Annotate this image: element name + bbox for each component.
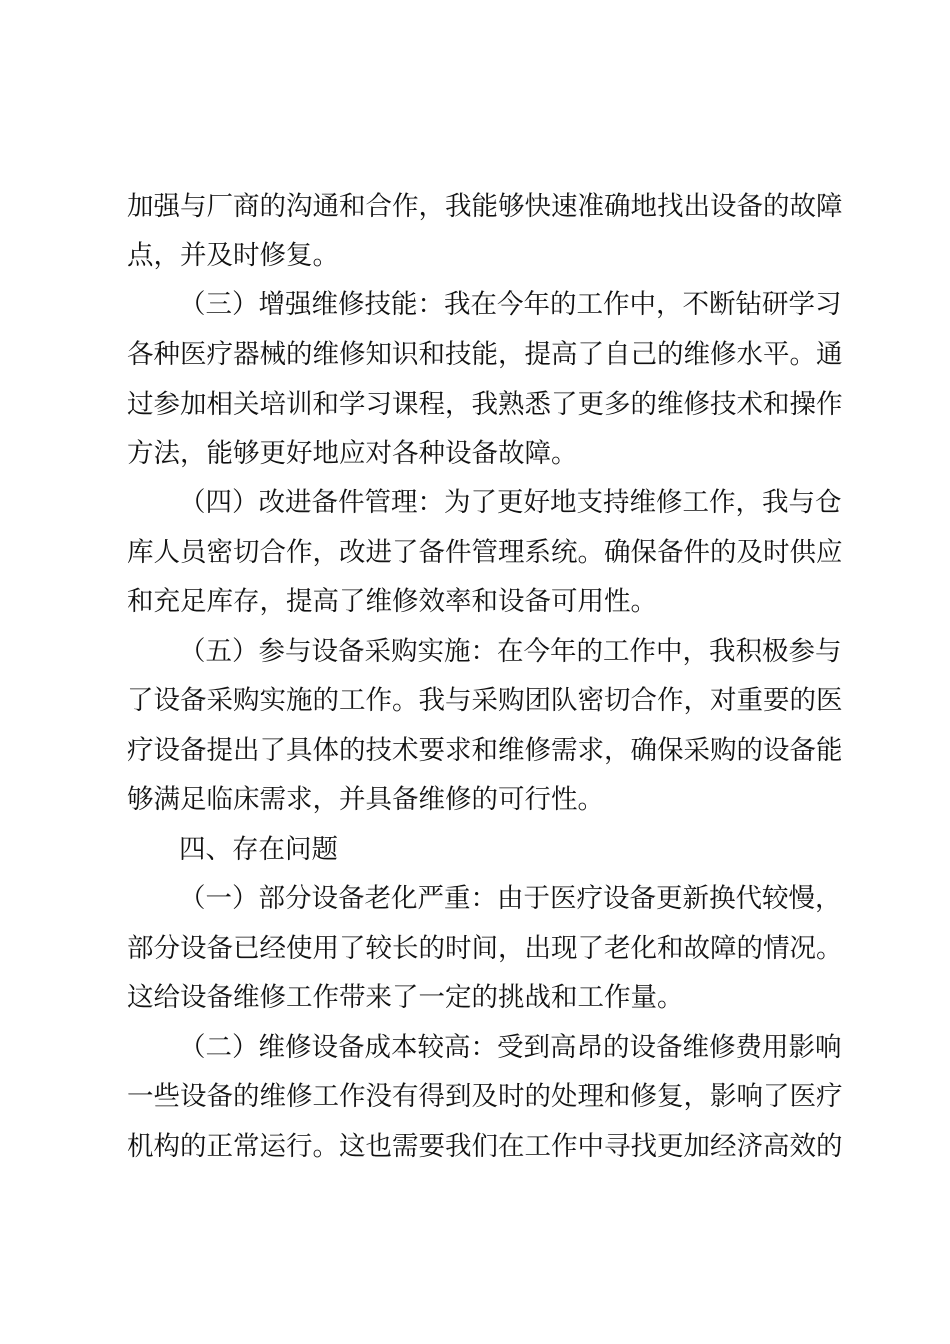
text-line: （二）维修设备成本较高：受到高昂的设备维修费用影响 bbox=[179, 1032, 842, 1063]
text-line: 了设备采购实施的工作。我与采购团队密切合作，对重要的医 bbox=[127, 685, 843, 716]
text-line: 够满足临床需求，并具备维修的可行性。 bbox=[127, 784, 604, 815]
text-line: 加强与厂商的沟通和合作，我能够快速准确地找出设备的故障 bbox=[127, 191, 843, 222]
text-line: 疗设备提出了具体的技术要求和维修需求，确保采购的设备能 bbox=[127, 735, 843, 766]
text-line: 这给设备维修工作带来了一定的挑战和工作量。 bbox=[127, 982, 684, 1013]
text-line: 库人员密切合作，改进了备件管理系统。确保备件的及时供应 bbox=[127, 537, 843, 568]
text-line: （三）增强维修技能：我在今年的工作中，不断钻研学习 bbox=[179, 289, 842, 320]
text-line: 过参加相关培训和学习课程，我熟悉了更多的维修技术和操作 bbox=[127, 389, 843, 420]
section-heading: 四、存在问题 bbox=[179, 834, 338, 865]
text-line: （五）参与设备采购实施：在今年的工作中，我积极参与 bbox=[179, 636, 842, 667]
text-line: 方法，能够更好地应对各种设备故障。 bbox=[127, 438, 578, 469]
text-line: （四）改进备件管理：为了更好地支持维修工作，我与仓 bbox=[179, 487, 842, 518]
text-line: 点，并及时修复。 bbox=[127, 240, 339, 271]
text-line: 部分设备已经使用了较长的时间，出现了老化和故障的情况。 bbox=[127, 933, 843, 964]
text-line: 机构的正常运行。这也需要我们在工作中寻找更加经济高效的 bbox=[127, 1131, 843, 1162]
text-line: 各种医疗器械的维修知识和技能，提高了自己的维修水平。通 bbox=[127, 339, 843, 370]
text-line: 和充足库存，提高了维修效率和设备可用性。 bbox=[127, 586, 657, 617]
text-line: （一）部分设备老化严重：由于医疗设备更新换代较慢， bbox=[179, 883, 842, 914]
text-line: 一些设备的维修工作没有得到及时的处理和修复，影响了医疗 bbox=[127, 1081, 843, 1112]
